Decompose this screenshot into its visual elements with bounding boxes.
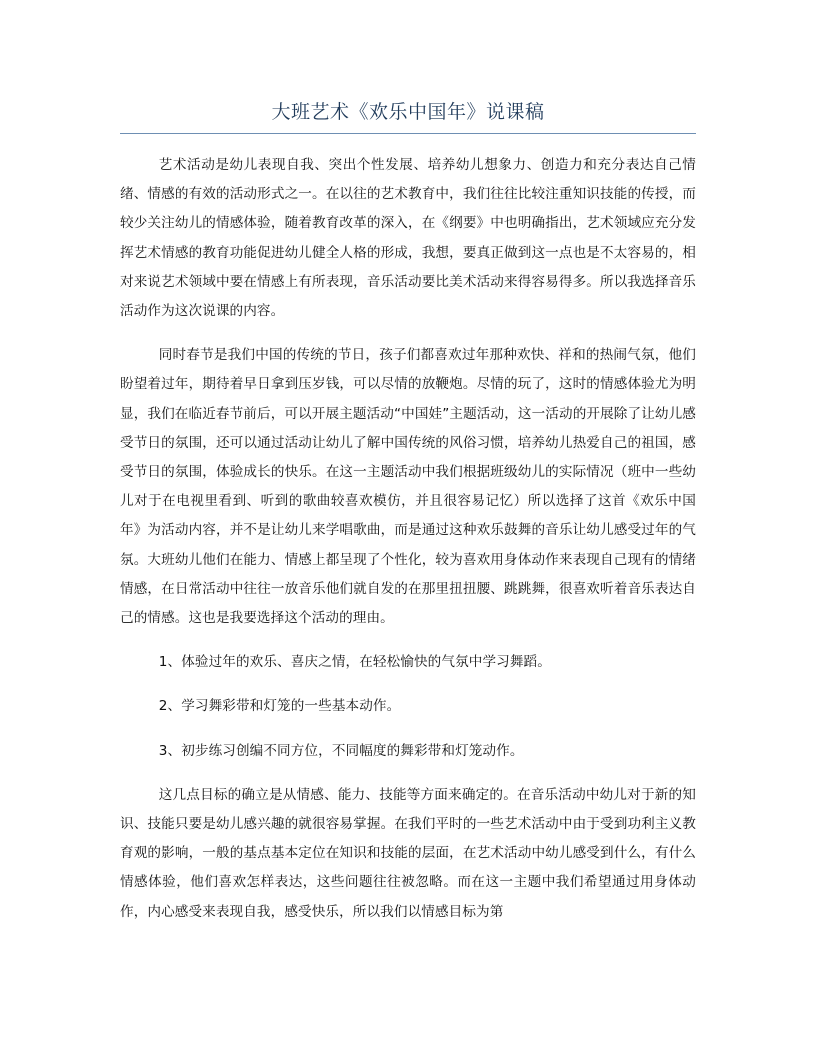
title-divider [120,133,696,134]
goal-item-2: 2、学习舞彩带和灯笼的一些基本动作。 [158,698,401,715]
paragraph-intro: 艺术活动是幼儿表现自我、突出个性发展、培养幼儿想象力、创造力和充分表达自己情绪、情感的有效的活动形式之一。在以往的艺术教育中，我们往往比较注重知识技能的传授，而较少关注幼儿的情感体验，随着教育改革的深入，在《纲要》中也明确指出，艺术领域应充分发挥艺术情感的教育功能促进幼儿健全人格的形成，我想，要真正做到这一点也是不太容易的，相对来说艺术领域中要在情感上有所表现，音乐活动要比美术活动来得容易得多。所以我选择音乐活动作为这次说课的内容。 [120,157,696,320]
document-body [120,151,696,942]
goal-item-1: 1、体验过年的欢乐、喜庆之情，在轻松愉快的气氛中学习舞蹈。 [158,654,551,671]
document-title: 大班艺术《欢乐中国年》说课稿 [271,101,545,123]
paragraph-spring-festival: 同时春节是我们中国的传统的节日，孩子们都喜欢过年那种欢快、祥和的热闹气氛，他们盼望着过年，期待着早日拿到压岁钱，可以尽情的放鞭炮。尽情的玩了，这时的情感体验尤为明显，我们在临近春节前后，可以开展主题活动“中国娃”主题活动，这一活动的开展除了让幼儿感受节日的氛围，还可以通过活动让幼儿了解中国传统的风俗习惯，培养幼儿热爱自己的祖国，感受节日的氛围，体验成长的快乐。在这一主题活动中我们根据班级幼儿的实际情况（班中一些幼儿对于在电视里看到、听到的歌曲较喜欢模仿，并且很容易记忆）所以选择了这首《欢乐中国年》为活动内容，并不是让幼儿来学唱歌曲，而是通过这种欢乐鼓舞的音乐让幼儿感受过年的气氛。大班幼儿他们在能力、情感上都呈现了个性化，较为喜欢用身体动作来表现自己现有的情绪情感，在日常活动中往往一放音乐他们就自发的在那里扭扭腰、跳跳舞，很喜欢听着音乐表达自己的情感。这也是我要选择这个活动的理由。 [120,347,696,627]
paragraph-goal-rationale: 这几点目标的确立是从情感、能力、技能等方面来确定的。在音乐活动中幼儿对于新的知识、技能只要是幼儿感兴趣的就很容易掌握。在我们平时的一些艺术活动中由于受到功利主义教育观的影响，一般的基点基本定位在知识和技能的层面，在艺术活动中幼儿感受到什么，有什么情感体验，他们喜欢怎样表达，这些问题往往被忽略。而在这一主题中我们希望通过用身体动作，内心感受来表现自我，感受快乐，所以我们以情感目标为第 [120,786,696,920]
goal-item-3: 3、初步练习创编不同方位，不同幅度的舞彩带和灯笼动作。 [158,742,524,759]
